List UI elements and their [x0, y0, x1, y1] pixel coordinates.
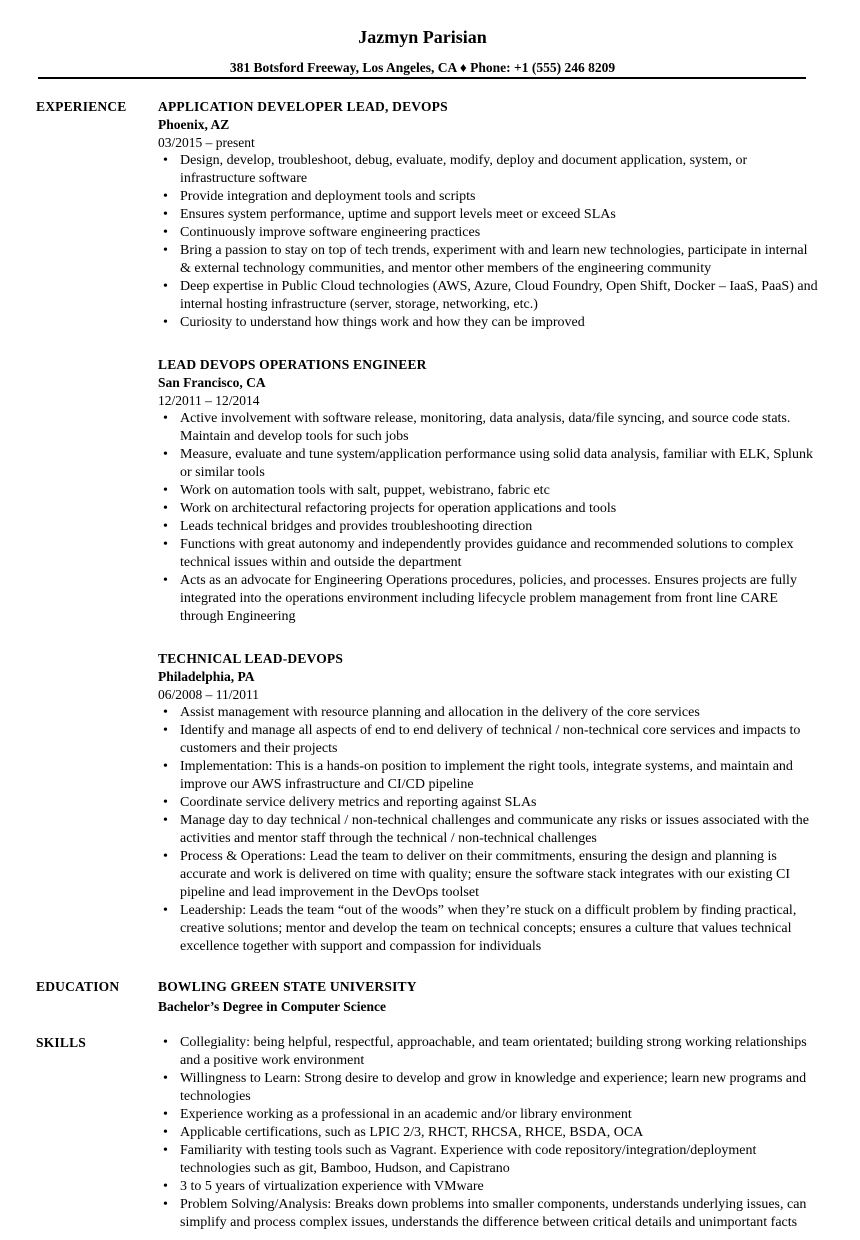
job-title: TECHNICAL LEAD-DEVOPS	[158, 651, 344, 666]
skill-item: • Willingness to Learn: Strong desire to develop and grow in knowledge and experience; learn new programs and technologies	[158, 1070, 818, 1106]
job-duty: • Implementation: This is a hands-on position to implement the right tools, integrate systems, and maintain and improve our AWS infrastructure and CI/CD pipeline	[158, 758, 818, 794]
job-duty: • Coordinate service delivery metrics and reporting against SLAs	[158, 794, 818, 812]
job-duty: • Assist management with resource planning and allocation in the delivery of the core services	[158, 704, 818, 722]
skill-item: • Problem Solving/Analysis: Breaks down problems into smaller components, understands underlying issues, can simplify and process complex issues, understands the difference between critical details and unimportant facts	[158, 1196, 818, 1232]
job-duty: • Leadership: Leads the team “out of the woods” when they’re stuck on a difficult problem by finding practical, creative solutions; mentor and develop the team on technical concepts; ensures a culture that values technical excellence together with support and compassion for individuals	[158, 902, 818, 956]
job-dates: 12/2011 – 12/2014	[158, 393, 260, 408]
job-location: Phoenix, AZ	[158, 117, 230, 132]
job-duty: • Acts as an advocate for Engineering Operations procedures, policies, and processes. Ensures projects are fully integrated into the operations environment including lifecycle problem management from front line CARE through Engineering	[158, 572, 818, 626]
job-duty: • Manage day to day technical / non-technical challenges and communicate any risks or issues associated with the activities and mentor staff through the technical / non-technical challenges	[158, 812, 818, 848]
job-duties	[158, 704, 818, 956]
job-duty: • Work on architectural refactoring projects for operation applications and tools	[158, 500, 818, 518]
skill-item: • Familiarity with testing tools such as Vagrant. Experience with code repository/integration/deployment technologies such as git, Bamboo, Hudson, and Capistrano	[158, 1142, 818, 1178]
contact-line: 381 Botsford Freeway, Los Angeles, CA ♦ Phone: +1 (555) 246 8209	[229, 60, 616, 75]
skill-item: • Collegiality: being helpful, respectful, approachable, and team orientated; building strong working relationships and a positive work environment	[158, 1034, 818, 1070]
skills-heading: SKILLS	[36, 1035, 86, 1050]
job-duty: • Deep expertise in Public Cloud technologies (AWS, Azure, Cloud Foundry, Open Shift, Docker – IaaS, PaaS) and internal hosting infrastructure (server, storage, networking, etc.)	[158, 278, 818, 314]
job-location: San Francisco, CA	[158, 375, 266, 390]
job-duty: • Design, develop, troubleshoot, debug, evaluate, modify, deploy and document application, system, or infrastructure software	[158, 152, 818, 188]
job-duty: • Process & Operations: Lead the team to deliver on their commitments, ensuring the design and planning is accurate and work is delivered on time with quality; ensure the software stack integrates with our existing CI pipeline and lead improvement in the DevOps toolset	[158, 848, 818, 902]
job-duty: • Ensures system performance, uptime and support levels meet or exceed SLAs	[158, 206, 818, 224]
skill-item: • Experience working as a professional in an academic and/or library environment	[158, 1106, 818, 1124]
job-duty: • Identify and manage all aspects of end to end delivery of technical / non-technical core services and impacts to customers and their projects	[158, 722, 818, 758]
education-heading: EDUCATION	[36, 979, 120, 994]
job-title: LEAD DEVOPS OPERATIONS ENGINEER	[158, 357, 427, 372]
job-duty: • Measure, evaluate and tune system/application performance using solid data analysis, familiar with ELK, Splunk or similar tools	[158, 446, 818, 482]
skill-item: • Applicable certifications, such as LPIC 2/3, RHCT, RHCSA, RHCE, BSDA, OCA	[158, 1124, 818, 1142]
skill-item: • 3 to 5 years of virtualization experience with VMware	[158, 1178, 818, 1196]
experience-list	[158, 98, 818, 980]
job-dates: 03/2015 – present	[158, 135, 255, 150]
school-name: BOWLING GREEN STATE UNIVERSITY	[158, 979, 417, 994]
job-entry	[158, 98, 818, 332]
job-duties	[158, 410, 818, 626]
experience-heading: EXPERIENCE	[36, 99, 127, 114]
job-duties	[158, 152, 818, 332]
skills-list	[158, 1034, 818, 1232]
header-divider	[38, 77, 806, 79]
job-duty: • Curiosity to understand how things work and how they can be improved	[158, 314, 818, 332]
candidate-name: Jazmyn Parisian	[358, 27, 487, 47]
job-duty: • Work on automation tools with salt, puppet, webistrano, fabric etc	[158, 482, 818, 500]
job-entry	[158, 356, 818, 626]
job-location: Philadelphia, PA	[158, 669, 255, 684]
job-duty: • Continuously improve software engineering practices	[158, 224, 818, 242]
job-duty: • Functions with great autonomy and independently provides guidance and recommended solutions to complex technical issues within and outside the department	[158, 536, 818, 572]
job-duty: • Active involvement with software release, monitoring, data analysis, data/file syncing, and source code stats. Maintain and develop tools for such jobs	[158, 410, 818, 446]
job-title: APPLICATION DEVELOPER LEAD, DEVOPS	[158, 99, 448, 114]
job-entry	[158, 650, 818, 956]
job-dates: 06/2008 – 11/2011	[158, 687, 259, 702]
degree: Bachelor’s Degree in Computer Science	[158, 999, 386, 1014]
job-duty: • Provide integration and deployment tools and scripts	[158, 188, 818, 206]
job-duty: • Bring a passion to stay on top of tech trends, experiment with and learn new technologies, participate in internal & external technology communities, and mentor other members of the engineering community	[158, 242, 818, 278]
job-duty: • Leads technical bridges and provides troubleshooting direction	[158, 518, 818, 536]
